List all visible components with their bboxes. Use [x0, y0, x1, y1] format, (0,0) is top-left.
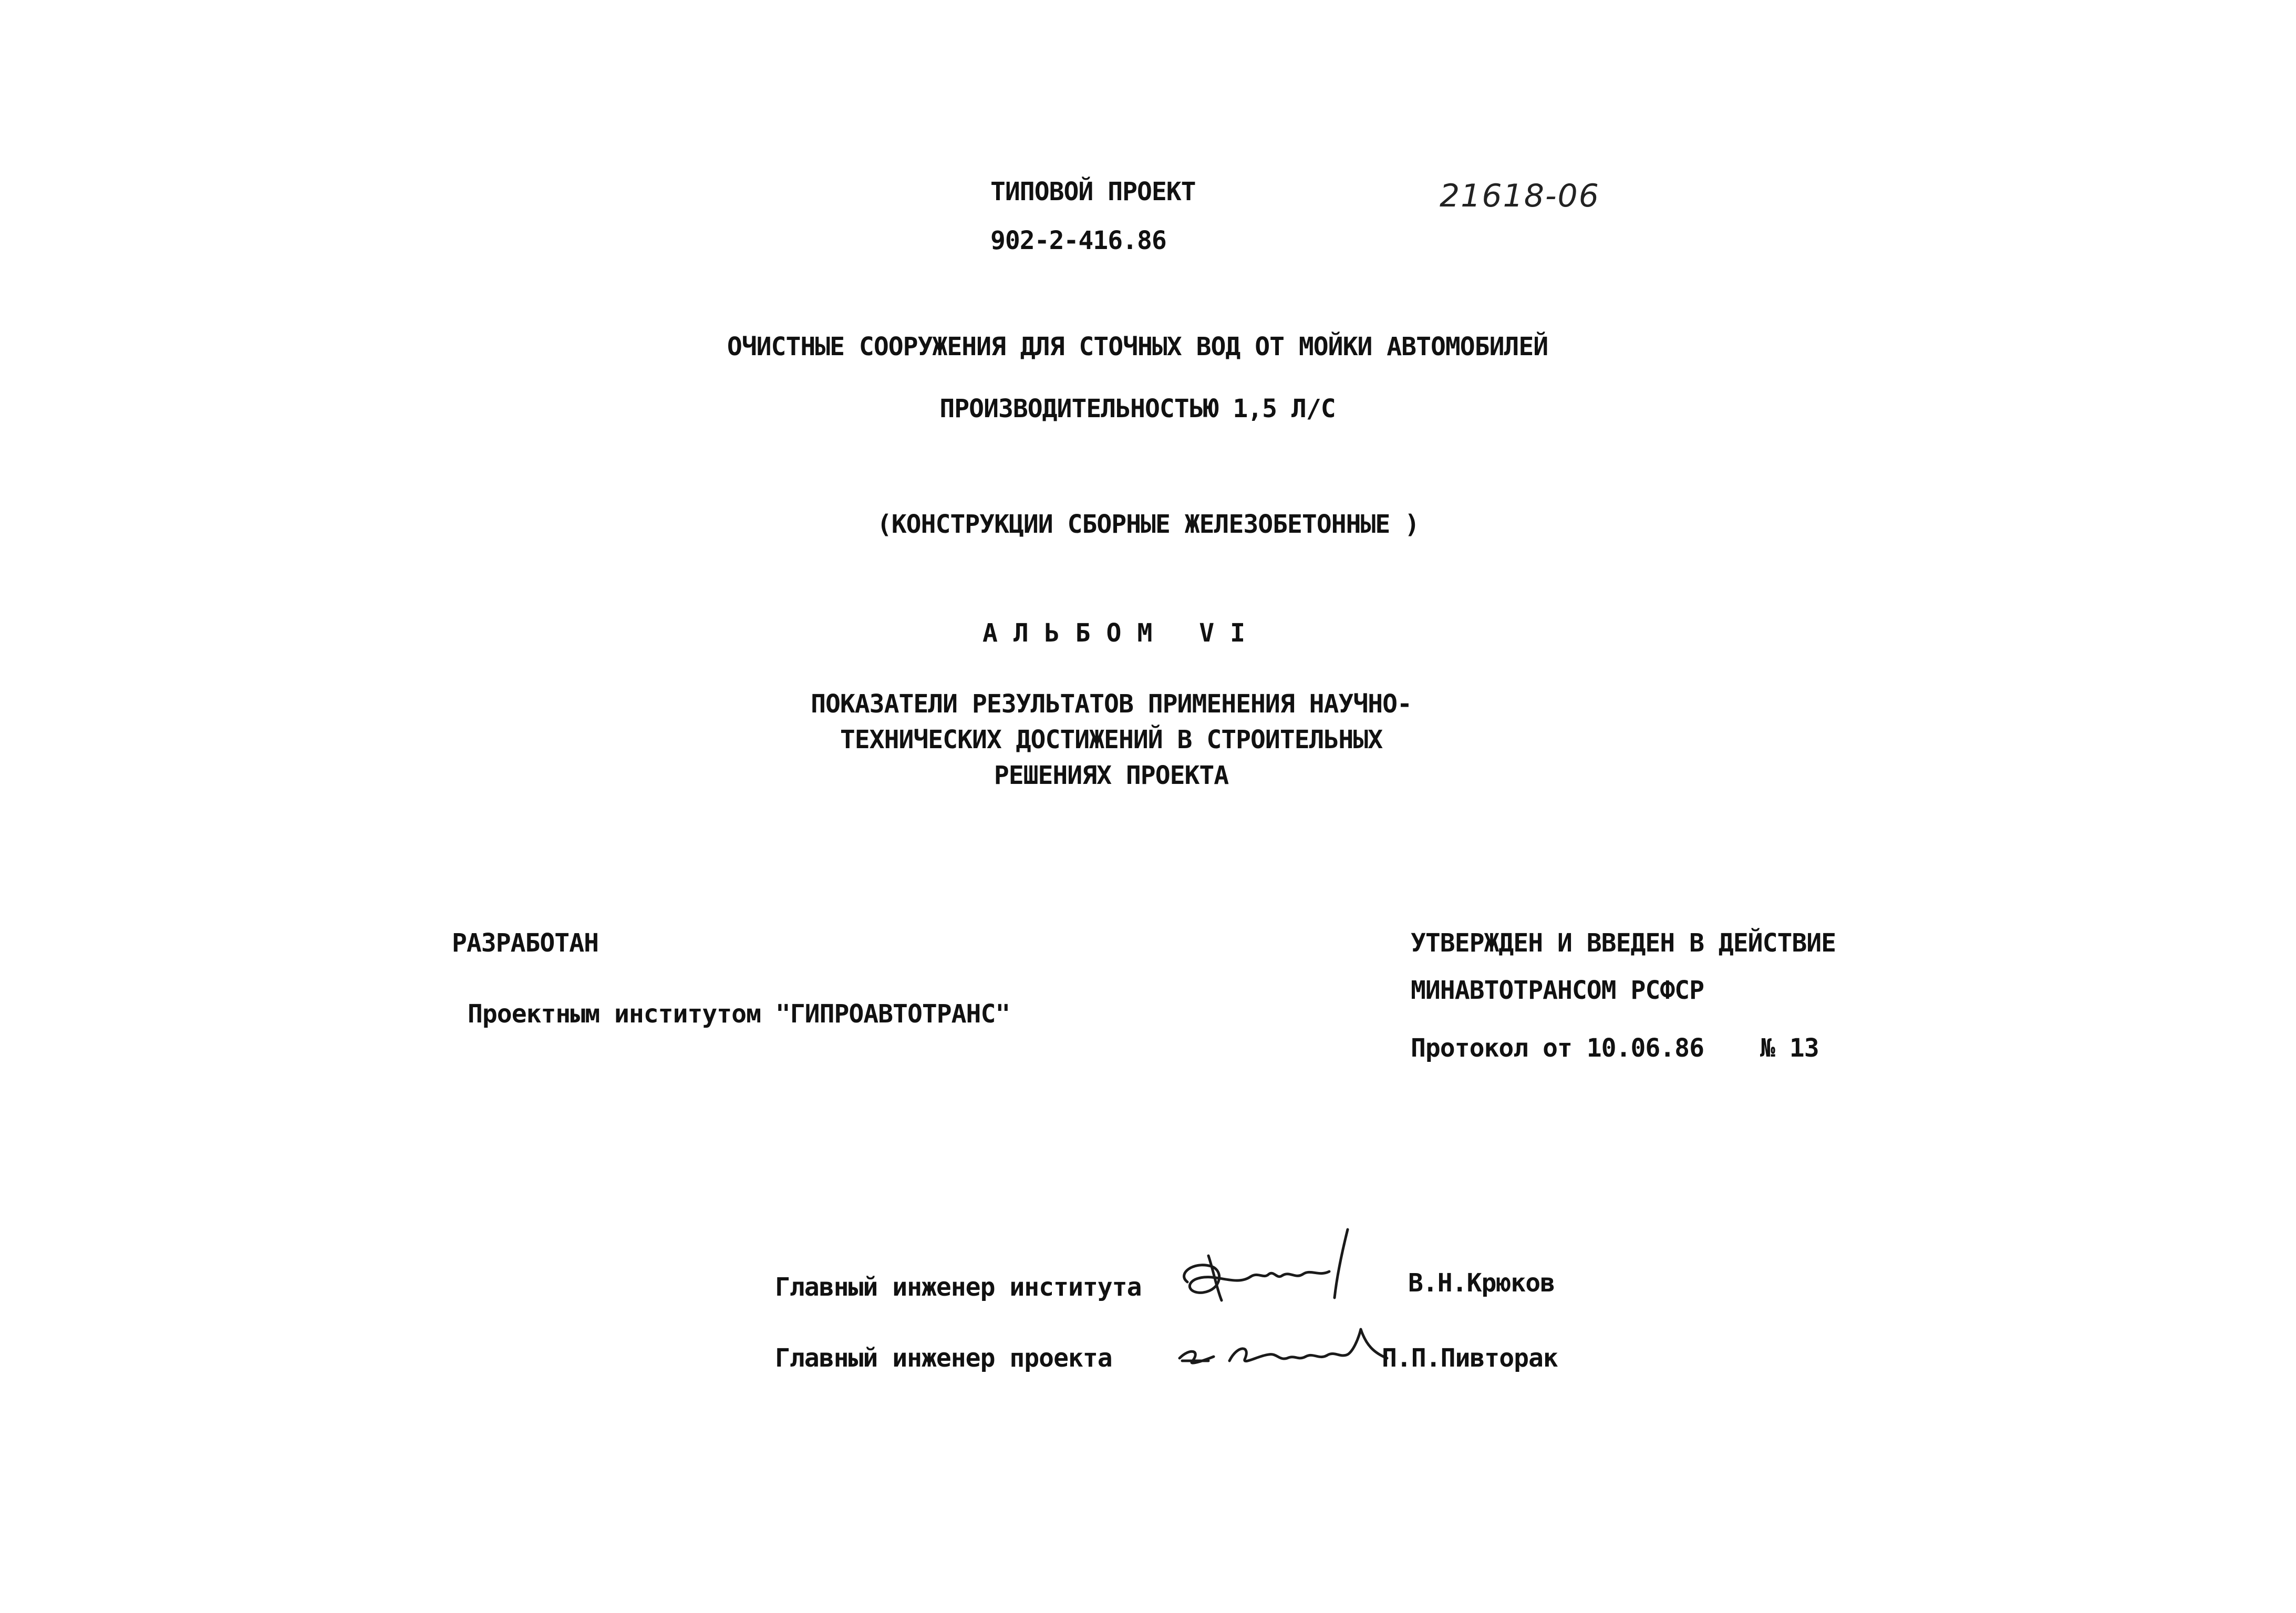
developer-label: РАЗРАБОТАН — [452, 928, 598, 958]
document-title-line2: ПРОИЗВОДИТЕЛЬНОСТЬЮ 1,5 Л/С — [939, 394, 1336, 423]
signature-role-1: Главный инженер института — [775, 1273, 1142, 1302]
document-subtitle: (КОНСТРУКЦИИ СБОРНЫЕ ЖЕЛЕЗОБЕТОННЫЕ ) — [876, 510, 1420, 539]
signature-image-2 — [1172, 1308, 1398, 1382]
project-type-label: ТИПОВОЙ ПРОЕКТ — [990, 177, 1196, 206]
signature-image-1 — [1172, 1224, 1366, 1319]
approval-line2: МИНАВТОТРАНСОМ РСФСР — [1411, 976, 1704, 1005]
handwritten-code: 21618-06 — [1440, 178, 1600, 214]
signature-name-1: В.Н.Крюков — [1408, 1268, 1555, 1298]
approval-protocol: Протокол от 10.06.86 — [1411, 1033, 1704, 1063]
signature-name-2: П.П.Пивторак — [1382, 1343, 1558, 1373]
approval-protocol-number: № 13 — [1760, 1033, 1819, 1063]
album-description-line1: ПОКАЗАТЕЛИ РЕЗУЛЬТАТОВ ПРИМЕНЕНИЯ НАУЧНО- — [811, 689, 1412, 719]
album-description-line3: РЕШЕНИЯХ ПРОЕКТА — [994, 761, 1229, 790]
project-number: 902-2-416.86 — [990, 226, 1166, 255]
album-label: АЛЬБОМ VI — [982, 618, 1261, 648]
document-title-line1: ОЧИСТНЫЕ СООРУЖЕНИЯ ДЛЯ СТОЧНЫХ ВОД ОТ МОЙКИ АВТОМОБИЛЕЙ — [727, 332, 1548, 361]
developer-organization: Проектным институтом "ГИПРОАВТОТРАНС" — [468, 999, 1010, 1029]
album-description-line2: ТЕХНИЧЕСКИХ ДОСТИЖЕНИЙ В СТРОИТЕЛЬНЫХ — [840, 725, 1383, 754]
approval-line1: УТВЕРЖДЕН И ВВЕДЕН В ДЕЙСТВИЕ — [1411, 928, 1836, 958]
signature-role-2: Главный инженер проекта — [775, 1343, 1112, 1373]
